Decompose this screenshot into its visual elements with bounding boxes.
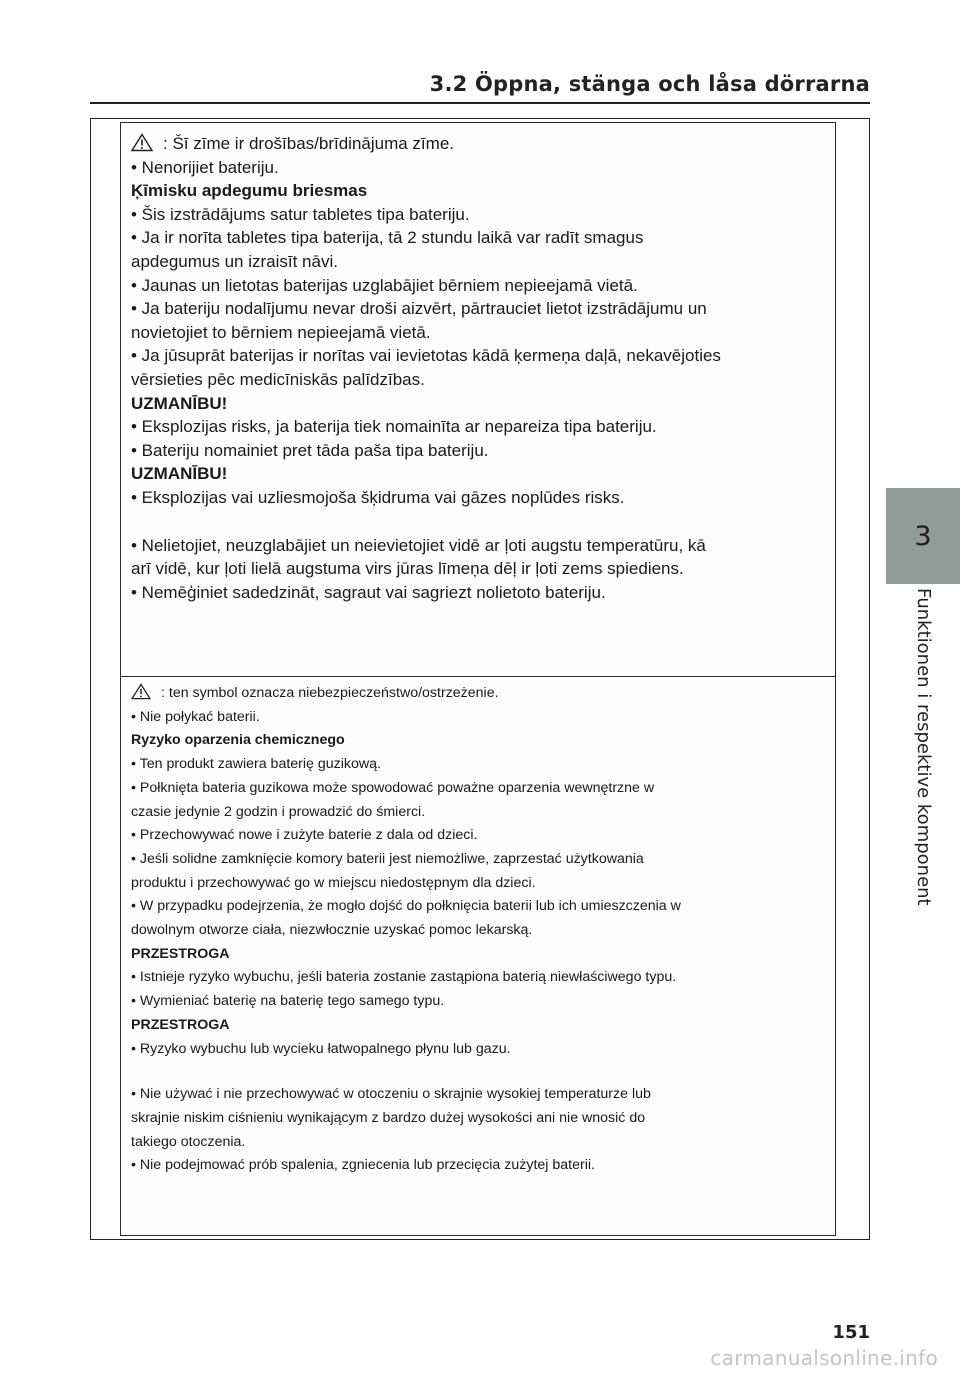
- polish-line: • Nie połykać baterii.: [131, 708, 260, 725]
- latvian-line: • Jaunas un lietotas baterijas uzglabājiet bērniem nepieejamā vietā.: [131, 275, 638, 295]
- polish-line: • Ryzyko wybuchu lub wycieku łatwopalnego płynu lub gazu.: [131, 1040, 511, 1057]
- polish-warning-legend: [131, 682, 823, 706]
- latvian-heading: Ķīmisku apdegumu briesmas: [131, 181, 368, 201]
- warning-triangle-icon: [131, 133, 153, 152]
- polish-line: • Istnieje ryzyko wybuchu, jeśli bateria zostanie zastąpiona baterią niewłaściwego typu.: [131, 969, 677, 986]
- polish-line: • Wymieniać baterię na baterię tego samego typu.: [131, 993, 445, 1010]
- latvian-line: apdegumus un izraisīt nāvi.: [131, 251, 338, 271]
- latvian-line: • Bateriju nomainiet pret tāda paša tipa bateriju.: [131, 440, 489, 460]
- latvian-line: novietojiet to bērniem nepieejamā vietā.: [131, 322, 431, 342]
- chapter-number: 3: [914, 520, 932, 552]
- polish-heading: Ryzyko oparzenia chemicznego: [131, 732, 345, 749]
- latvian-heading: UZMANĪBU!: [131, 393, 228, 413]
- polish-heading: PRZESTROGA: [131, 945, 230, 962]
- latvian-line: • Nenorijiet bateriju.: [131, 157, 279, 177]
- polish-line: produktu i przechowywać go w miejscu niedostępnym dla dzieci.: [131, 874, 536, 891]
- latvian-warning-legend: [131, 132, 823, 156]
- latvian-line: • Eksplozijas vai uzliesmojoša šķidruma vai gāzes noplūdes risks.: [131, 487, 625, 507]
- section-title: 3.2 Öppna, stänga och låsa dörrarna: [429, 72, 870, 96]
- polish-warning-panel: [120, 676, 836, 1236]
- polish-line: • Przechowywać nowe i zużyte baterie z dala od dzieci.: [131, 827, 478, 844]
- polish-line: czasie jedynie 2 godzin i prowadzić do śmierci.: [131, 803, 426, 820]
- latvian-line: • Nemēģiniet sadedzināt, sagraut vai sagriezt nolietoto bateriju.: [131, 582, 606, 602]
- latvian-warning-panel: [120, 122, 836, 678]
- polish-line: • Nie używać i nie przechowywać w otoczeniu o skrajnie wysokiej temperaturze lub: [131, 1086, 651, 1103]
- polish-line: skrajnie niskim ciśnieniu wynikającym z bardzo dużej wysokości ani nie wnosić do: [131, 1109, 646, 1126]
- polish-line: • Nie podejmować prób spalenia, zgniecenia lub przecięcia zużytej baterii.: [131, 1157, 595, 1174]
- latvian-line: arī vidē, kur ļoti lielā augstuma virs jūras līmeņa dēļ ir ļoti zems spiediens.: [131, 559, 684, 579]
- chapter-tab: [886, 488, 960, 584]
- page-number: 151: [832, 1322, 870, 1343]
- polish-text-body: [131, 706, 823, 1178]
- latvian-line: • Ja jūsuprāt baterijas ir norītas vai ievietotas kādā ķermeņa daļā, nekavējoties: [131, 346, 721, 366]
- polish-line: • Jeśli solidne zamknięcie komory baterii jest niemożliwe, zaprzestać użytkowania: [131, 850, 644, 867]
- polish-heading: PRZESTROGA: [131, 1016, 230, 1033]
- warning-triangle-icon: [131, 683, 151, 700]
- latvian-line: • Eksplozijas risks, ja baterija tiek nomainīta ar nepareiza tipa bateriju.: [131, 417, 657, 437]
- latvian-heading: UZMANĪBU!: [131, 464, 228, 484]
- polish-line: takiego otoczenia.: [131, 1133, 246, 1150]
- polish-line: dowolnym otworze ciała, niezwłocznie uzyskać pomoc lekarską.: [131, 922, 533, 939]
- latvian-legend-text: : Šī zīme ir drošības/brīdinājuma zīme.: [163, 134, 454, 153]
- latvian-line: vērsieties pēc medicīniskās palīdzības.: [131, 369, 425, 389]
- polish-line: • Ten produkt zawiera baterię guzikową.: [131, 756, 381, 773]
- latvian-line: • Ja bateriju nodalījumu nevar droši aizvērt, pārtrauciet lietot izstrādājumu un: [131, 299, 707, 319]
- polish-spacer: [131, 1061, 823, 1083]
- latvian-line: • Ja ir norīta tabletes tipa baterija, tā 2 stundu laikā var radīt smagus: [131, 228, 644, 248]
- latvian-line: • Šis izstrādājums satur tabletes tipa bateriju.: [131, 204, 470, 224]
- latvian-spacer: [131, 510, 823, 534]
- polish-line: • W przypadku podejrzenia, że mogło dojść do połknięcia baterii lub ich umieszczenia w: [131, 898, 681, 915]
- chapter-label-text: Funktionen i respektive komponent: [913, 588, 934, 906]
- watermark: carmanualsonline.info: [710, 1346, 938, 1370]
- polish-line: • Połknięta bateria guzikowa może spowodować poważne oparzenia wewnętrzne w: [131, 779, 655, 796]
- latvian-line: • Nelietojiet, neuzglabājiet un neievietojiet vidē ar ļoti augstu temperatūru, kā: [131, 535, 706, 555]
- polish-legend-text: : ten symbol oznacza niebezpieczeństwo/ostrzeżenie.: [161, 685, 499, 701]
- header-rule: [90, 102, 870, 104]
- latvian-text-body: [131, 156, 823, 605]
